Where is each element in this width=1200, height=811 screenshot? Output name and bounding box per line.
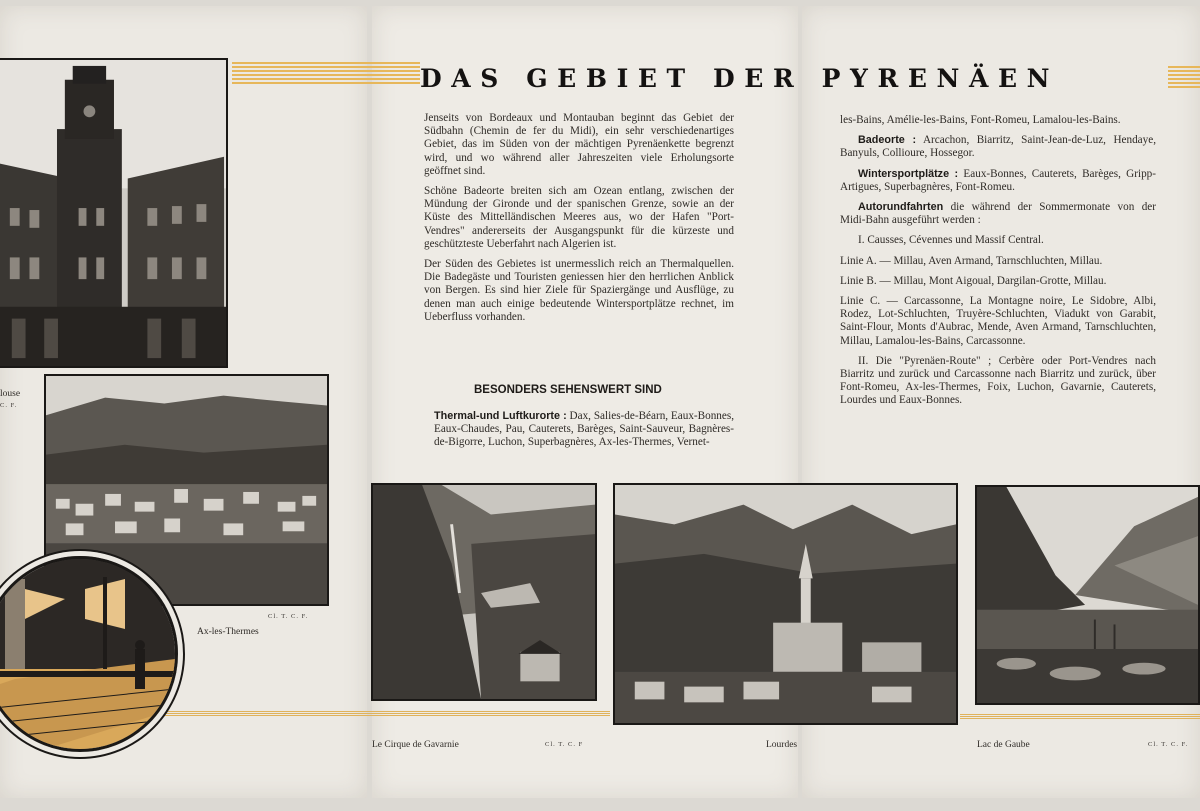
credit-lac-de-gaube: Cl. T. C. F. <box>1148 741 1189 748</box>
intro-paragraph-2: Schöne Badeorte breiten sich am Ozean entlang, zwischen der Mündung der Gironde und der spanischen Grenze, sowie an der Küste des Mittelländischen Meeres aus, wo der Hafen "Port-Vendres" andererseits der Ausgangspunkt für die kürzeste und geschützteste Ueberfahrt nach Algerien ist. <box>424 185 734 250</box>
photo-cirque-de-gavarnie <box>371 483 597 701</box>
winter-sports-list: Eaux-Bonnes, Cauterets, Barèges, Gripp-Artigues, Superbagnères, Font-Romeu. <box>840 167 1156 193</box>
intro-paragraph-3: Der Süden des Gebietes ist unermesslich reich an Thermalquellen. Die Badegäste und Touristen geniessen hier den herrlichen Anblick von Bergen. Es sind hier Ziele für Spaziergänge und Ausflüge, zu denen man auch einige bedeutende Wintersportplätze rechnet, im Ueberfluss vorhanden. <box>424 258 734 323</box>
thermal-list: Dax, Salies-de-Béarn, Eaux-Bonnes, Eaux-Chaudes, Pau, Cauterets, Barèges, Saint-Sauveur, Bagnères-de-Bigorre, Luchon, Superbagnères, Ax-les-Thermes, Vernet- <box>434 410 735 449</box>
intro-paragraph-1: Jenseits von Bordeaux und Montauban beginnt das Gebiet der Südbahn (Chemin de fer du Midi), ein sehr verschiedenartiges Gebiet, das im Süden von der mächtigen Pyrenäenkette begrenzt wird, und wo während aller Jahreszeiten viele Erholungsorte geöffnet sind. <box>424 112 734 177</box>
winter-sports-label: Wintersportplätze : <box>858 167 959 180</box>
thermal-resorts-paragraph <box>434 410 734 457</box>
auto-tours-label: Autorundfahrten <box>858 201 944 214</box>
photo-lourdes <box>613 483 958 725</box>
thermal-continued: les-Bains, Amélie-les-Bains, Font-Romeu, Lamalou-les-Bains. <box>840 114 1121 126</box>
right-text-column <box>840 114 1156 415</box>
bottom-stripe-right <box>960 714 1200 719</box>
bottom-stripe-left <box>150 711 610 716</box>
tour-linie-b: Linie B. — Millau, Mont Aigoual, Dargilan-Grotte, Millau. <box>840 274 1107 287</box>
bath-resorts-list: Arcachon, Biarritz, Saint-Jean-de-Luz, Hendaye, Banyuls, Collioure, Hossegor. <box>840 134 1157 160</box>
caption-ax-les-thermes: Ax-les-Thermes <box>197 627 259 637</box>
credit-gavarnie: Cl. T. C. F <box>545 741 584 748</box>
tour-linie-a: Linie A. — Millau, Aven Armand, Tarnschluchten, Millau. <box>840 254 1103 267</box>
title-stripe-left <box>232 62 420 84</box>
intro-text-column <box>424 112 734 331</box>
tour-2: II. Die "Pyrenäen-Route" ; Cerbère oder Port-Vendres nach Biarritz und zurück und Carcassonne nach Biarritz und zurück, über Font-Romeu, Ax-les-Thermes, Foix, Luchon, Gavarnie, Cauterets, Lourdes und Eaux-Bonnes. <box>840 354 1156 407</box>
section-heading: BESONDERS SEHENSWERT SIND <box>474 384 662 396</box>
tour-1: I. Causses, Cévennes und Massif Central. <box>858 234 1044 247</box>
auto-tours-text: die während der Sommermonate von der Midi-Bahn ausgeführt werden : <box>840 201 1156 227</box>
thermal-label: Thermal-und Luftkurorte : <box>434 410 567 422</box>
photo-toulouse-capitole <box>0 58 228 368</box>
caption-gavarnie: Le Cirque de Gavarnie <box>372 740 459 750</box>
tour-linie-c: Linie C. — Carcassonne, La Montagne noire, Le Sidobre, Albi, Rodez, Lot-Schluchten, Truyère-Schluchten, Viadukt von Garabit, Saint-Flour, Monts d'Aubrac, Mende, Aven Armand, Tarnschluchten, Millau, Lamalou-les-Bains, Carcassonne. <box>840 295 1156 347</box>
caption-lac-de-gaube: Lac de Gaube <box>977 740 1030 750</box>
page-title: DAS GEBIET DER PYRENÄEN <box>420 64 1060 93</box>
credit-ax-les-thermes: Cl. T. C. F. <box>268 613 309 620</box>
caption-toulouse-fragment: louse <box>0 389 21 399</box>
bath-resorts-label: Badeorte : <box>858 134 917 147</box>
photo-lac-de-gaube <box>975 485 1200 705</box>
title-stripe-right <box>1168 66 1200 88</box>
caption-lourdes: Lourdes <box>766 740 798 750</box>
credit-toulouse: C. F. <box>0 402 18 409</box>
